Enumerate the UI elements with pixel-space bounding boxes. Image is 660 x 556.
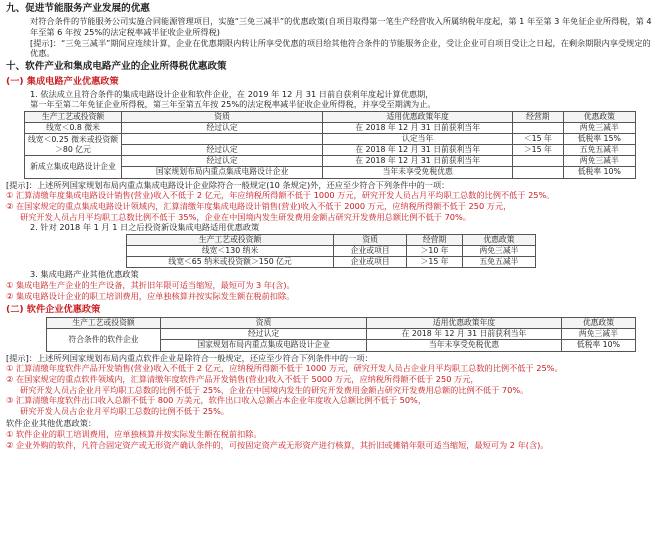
table-header: 资质: [122, 111, 323, 122]
table-cell: 线宽＜0.8 微米: [25, 122, 122, 133]
software-note-item: 研究开发人员占企业月平均职工总数的比例不低于 25%，企业在中国境内发生的研究开发费用金额占研究开发费用总额的比例不低于 70%。: [20, 384, 529, 395]
table-header-row: [47, 318, 636, 329]
table-cell: 五免五减半: [462, 257, 535, 268]
table-cell: 两免三减半: [561, 329, 635, 340]
section-9-paragraph: 对符合条件的节能服务公司实施合同能源管理项目，实施“三免三减半”的优惠政策(自项目取得第一笔生产经营收入所属纳税年度起，第 1 年至第 3 年免征企业所得税，第 4 年至第 6 年按 25%的法定税率减半征收企业所得税): [30, 16, 652, 38]
table-header: 生产工艺或投资额: [127, 234, 334, 245]
table-cell: 经过认定: [122, 122, 323, 133]
software-policy-heading: (二) 软件企业优惠政策: [6, 304, 101, 316]
software-note-item: ① 汇算清缴年度软件产品开发销售(营业)收入不低于 2 亿元，应纳税所得额不低于 1000 万元，研究开发人员占企业月平均职工总数的比例不低于 25%。: [6, 363, 563, 374]
table-row: [127, 257, 536, 268]
table-cell: [513, 122, 563, 133]
table-cell: 线宽＜130 纳米: [127, 245, 334, 256]
software-note-item: ③ 汇算清缴年度软件出口收入总额不低于 800 万美元，软件出口收入总额占本企业年度收入总额比例不低于 50%，: [6, 395, 427, 406]
table-cell: [513, 167, 563, 178]
table-cell: 低税率 10%: [563, 167, 635, 178]
table-cell: 低税率 10%: [561, 340, 635, 351]
ic-policy-table: [24, 111, 636, 179]
table-cell: ＞15 年: [513, 145, 563, 156]
table-header: 优惠政策: [462, 234, 535, 245]
table-header: 适用优惠政策年度: [367, 318, 562, 329]
table-cell: 在 2018 年 12 月 31 日前获利当年: [367, 329, 562, 340]
ic-note-title: [提示]：上述所列国家规划布局内重点集成电路设计企业除符合一般规定(10 条规定)外，还应至少符合下列条件中的一项：: [6, 179, 450, 190]
table-header-row: [25, 111, 636, 122]
table-cell: 线宽＜65 纳米或投资额＞150 亿元: [127, 257, 334, 268]
ic-other-item: ② 集成电路设计企业的职工培训费用，应单独核算并按实际发生额在税前扣除。: [6, 290, 295, 301]
table-cell: 企业或项目: [334, 257, 407, 268]
ic-item-2: 2. 针对 2018 年 1 月 1 日之后投资新设集成电路适用优惠政策: [30, 222, 260, 233]
table-cell: 国家规划布局内重点集成电路设计企业: [161, 340, 367, 351]
ic-item-1-line-b: 第一年至第二年免征企业所得税，第三年至第五年按 25%的法定税率减半征收企业所得税，并享受至期满为止。: [30, 99, 436, 110]
table-cell: 线宽＜0.25 微米或投资额＞80 亿元: [25, 134, 122, 156]
table-header: 资质: [334, 234, 407, 245]
table-cell: [122, 134, 323, 145]
table-cell: 两免三减半: [563, 122, 635, 133]
table-cell: 国家规划布局内重点集成电路设计企业: [122, 167, 323, 178]
table-cell: 当年未享受免税优惠: [367, 340, 562, 351]
table-header: 优惠政策: [561, 318, 635, 329]
ic-other-item: ① 集成电路生产企业的生产设备，其折旧年限可适当缩短，最短可为 3 年(含)。: [6, 279, 295, 290]
software-note-item: ② 在国家规定的重点软件领域内，汇算清缴年度软件产品开发销售(营业)收入不低于 5000 万元，应纳税所得额不低于 250 万元，: [6, 373, 479, 384]
table-cell: 在 2018 年 12 月 31 日前获利当年: [323, 122, 513, 133]
table-cell: 当年未享受免税优惠: [323, 167, 513, 178]
table-cell: 两免三减半: [563, 156, 635, 167]
software-other-item: ② 企业外购的软件，凡符合固定资产或无形资产确认条件的，可按固定资产或无形资产进行核算，其折旧或摊销年限可适当缩短，最短可为 2 年(含)。: [6, 439, 549, 450]
section-10-title: 十、软件产业和集成电路产业的企业所得税优惠政策: [6, 61, 227, 73]
table-header-row: [127, 234, 536, 245]
ic-policy-heading: (一) 集成电路产业优惠政策: [6, 75, 119, 87]
software-note-item: 研究开发人员占企业月平均职工总数的比例不低于 25%。: [20, 405, 230, 416]
section-9-title: 九、促进节能服务产业发展的优惠: [6, 3, 150, 14]
table-cell: 认定当年: [323, 134, 513, 145]
table-header: 优惠政策: [563, 111, 635, 122]
table-cell: 低税率 15%: [563, 134, 635, 145]
table-header: 生产工艺或投资额: [25, 111, 122, 122]
table-row: [47, 329, 636, 340]
table-cell: ＜15 年: [513, 134, 563, 145]
ic-note-item: 研究开发人员占月平均职工总数比例不低于 35%，企业在中国境内发生研发费用金额占研究开发费用总额比例不低于 70%。: [20, 211, 471, 222]
table-row: [25, 134, 636, 145]
table-header: 经营期: [407, 234, 463, 245]
table-row: [127, 245, 536, 256]
software-other-title: 软件企业其他优惠政策：: [6, 418, 97, 429]
table-header: 生产工艺或投资额: [47, 318, 161, 329]
table-cell: 经过认定: [122, 145, 323, 156]
software-other-item: ① 软件企业的职工培训费用，应单独核算并按实际发生额在税前扣除。: [6, 429, 262, 440]
table-header: 适用优惠政策年度: [323, 111, 513, 122]
table-row: [25, 156, 636, 167]
table-cell: 在 2018 年 12 月 31 日前获利当年: [323, 156, 513, 167]
table-cell: ＞10 年: [407, 245, 463, 256]
table-cell: 经过认定: [161, 329, 367, 340]
ic-new-investment-table: [126, 234, 536, 268]
table-cell: ＞15 年: [407, 257, 463, 268]
software-policy-table: [46, 317, 636, 351]
ic-note-item: ① 汇算清缴年度集成电路设计销售(营业)收入不低于 2 亿元，年应纳税所得额不低于 1000 万元，研究开发人员占月平均职工总数的比例不低于 25%。: [6, 190, 555, 201]
table-cell: 五免五减半: [563, 145, 635, 156]
table-cell: 在 2018 年 12 月 31 日前获利当年: [323, 145, 513, 156]
ic-item-1-line-a: 1. 依法成立且符合条件的集成电路设计企业和软件企业，在 2019 年 12 月 31 日前自获利年度起计算优惠期，: [30, 88, 434, 99]
table-header: 资质: [161, 318, 367, 329]
table-cell: [513, 156, 563, 167]
section-9-tip: [提示]：“三免三减半”期间应连续计算，企业在优惠期限内转让所享受优惠的项目给其他符合条件的节能服务企业，受让企业可自项目受让之日起，在剩余期限内享受规定的优惠。: [30, 37, 651, 59]
table-cell: 企业或项目: [334, 245, 407, 256]
ic-item-3: 3. 集成电路产业其他优惠政策: [30, 269, 139, 280]
table-cell: 符合条件的软件企业: [47, 329, 161, 351]
ic-note-item: ② 在国家规定的重点集成电路设计领域内，汇算清缴年度集成电路设计销售(营业)收入不低于 2000 万元，应纳税所得额不低于 250 万元，: [6, 200, 512, 211]
table-cell: 新成立集成电路设计企业: [25, 156, 122, 178]
table-cell: 经过认定: [122, 156, 323, 167]
table-row: [25, 122, 636, 133]
table-header: 经营期: [513, 111, 563, 122]
software-note-title: [提示]：上述所列国家规划布局内重点软件企业是除符合一般规定，还应至少符合下列条件中的一项：: [6, 352, 373, 363]
table-cell: 两免三减半: [462, 245, 535, 256]
